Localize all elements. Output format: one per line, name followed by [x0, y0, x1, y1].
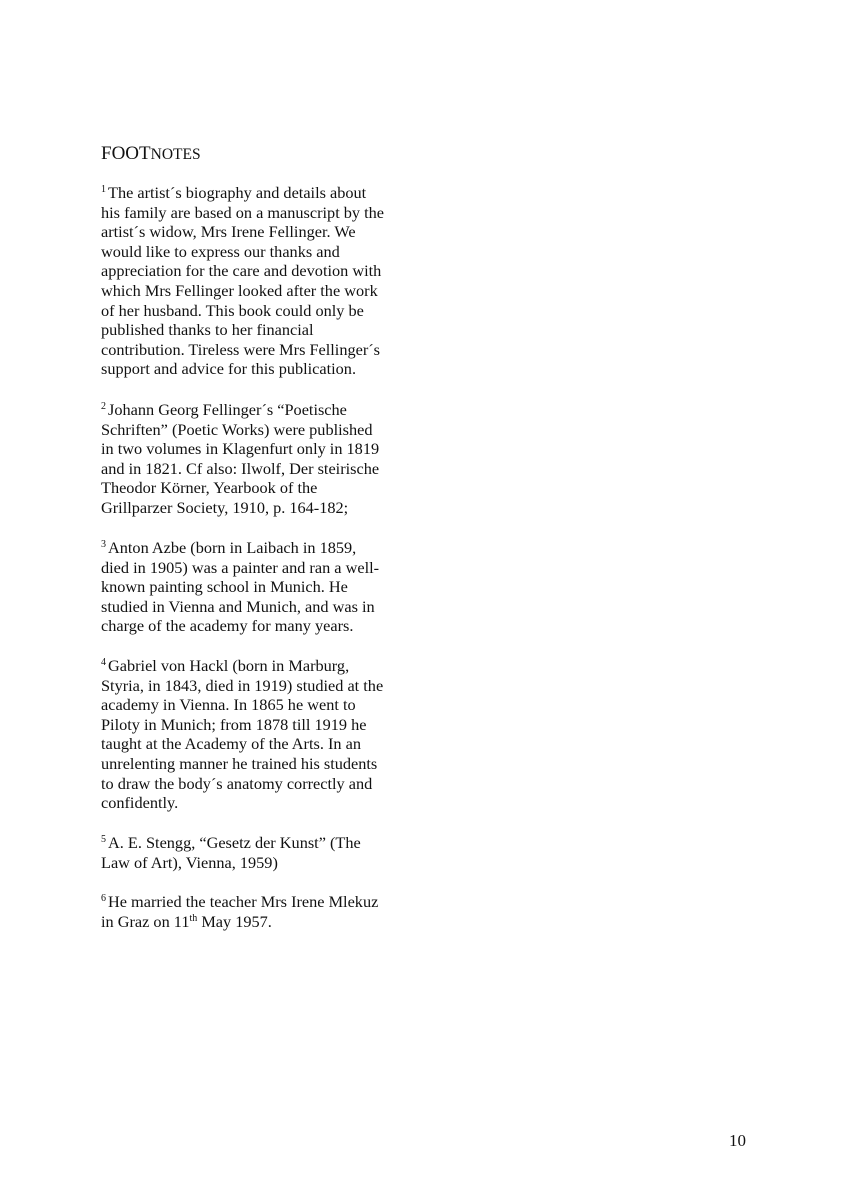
footnote-text: Anton Azbe (born in Laibach in 1859,: [108, 538, 357, 557]
footnote-text: Gabriel von Hackl (born in Marburg,: [108, 656, 350, 675]
footnote-text: A. E. Stengg, “Gesetz der Kunst” (The: [108, 833, 361, 852]
footnote-text: in Graz on 11: [101, 911, 190, 931]
footnote-line: Law of Art), Vienna, 1959): [101, 852, 278, 872]
footnote-2: [101, 400, 401, 518]
footnote-line: contribution. Tireless were Mrs Fellinger´s: [101, 339, 381, 359]
heading-small-caps: NOTES: [150, 146, 201, 163]
footnote-line: died in 1905) was a painter and ran a well-: [101, 557, 380, 577]
footnote-line: and in 1821. Cf also: Ilwolf, Der steirische: [101, 458, 380, 478]
footnote-line: academy in Vienna. In 1865 he went to: [101, 695, 356, 715]
footnote-3: [101, 538, 401, 636]
footnote-line: Theodor Körner, Yearbook of the: [101, 478, 318, 498]
page-number: 10: [729, 1131, 746, 1150]
footnote-4: [101, 656, 401, 813]
footnote-marker: 1: [101, 184, 106, 195]
footnote-text: The artist´s biography and details about: [108, 183, 367, 202]
footnote-line: [101, 912, 401, 932]
footnote-line: [101, 400, 401, 420]
footnote-line: published thanks to her financial: [101, 320, 314, 340]
footnote-text: He married the teacher Mrs Irene Mlekuz: [108, 892, 379, 911]
footnote-line: which Mrs Fellinger looked after the work: [101, 280, 378, 300]
footnote-line: studied in Vienna and Munich, and was in: [101, 596, 375, 616]
footnote-line: his family are based on a manuscript by the: [101, 202, 385, 222]
footnote-line: taught at the Academy of the Arts. In an: [101, 734, 361, 754]
footnote-1: [101, 183, 401, 379]
footnote-line: in two volumes in Klagenfurt only in 1819: [101, 439, 380, 459]
footnote-line: known painting school in Munich. He: [101, 577, 348, 597]
footnote-marker: 4: [101, 657, 106, 668]
footnote-line: [101, 892, 401, 912]
footnote-marker: 3: [101, 539, 106, 550]
footnote-line: support and advice for this publication.: [101, 359, 357, 379]
footnote-line: [101, 538, 401, 558]
footnote-line: appreciation for the care and devotion with: [101, 261, 382, 281]
footnote-line: of her husband. This book could only be: [101, 300, 364, 320]
ordinal-suffix: th: [189, 912, 198, 924]
footnote-line: [101, 183, 401, 203]
footnote-line: Grillparzer Society, 1910, p. 164-182;: [101, 497, 349, 517]
footnote-line: artist´s widow, Mrs Irene Fellinger. We: [101, 222, 356, 242]
footnote-marker: 5: [101, 834, 106, 845]
footnote-marker: 6: [101, 893, 106, 904]
footnote-line: would like to express our thanks and: [101, 241, 340, 261]
footnote-line: unrelenting manner he trained his students: [101, 753, 378, 773]
footnote-text: May 1957.: [197, 911, 272, 931]
footnote-line: Styria, in 1843, died in 1919) studied at the: [101, 675, 384, 695]
footnote-line: to draw the body´s anatomy correctly and: [101, 773, 373, 793]
footnote-line: [101, 833, 401, 853]
footnote-line: Schriften” (Poetic Works) were published: [101, 419, 373, 439]
footnote-6: [101, 892, 401, 931]
footnote-line: [101, 656, 401, 676]
footnote-line: Piloty in Munich; from 1878 till 1919 he: [101, 714, 367, 734]
heading-initial-caps: FOOT: [101, 143, 151, 164]
footnote-text: Johann Georg Fellinger´s “Poetische: [108, 400, 347, 419]
section-heading: [101, 143, 201, 165]
footnote-marker: 2: [101, 401, 106, 412]
footnote-5: [101, 833, 401, 872]
footnote-line: charge of the academy for many years.: [101, 616, 354, 636]
footnote-line: confidently.: [101, 793, 179, 813]
